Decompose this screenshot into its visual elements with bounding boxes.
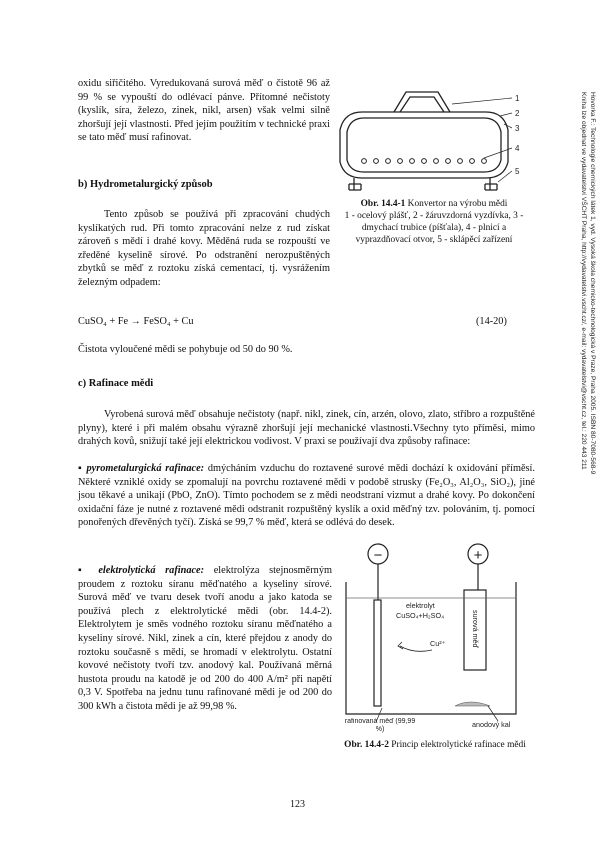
figure1-caption-legend: 1 - ocelový plášť, 2 - žáruvzdorná vyzdívka, 3 - dmychací trubice (píšťala), 4 - plnicí a vyprazdňovací otvor, 5 - sklápěcí zařízení <box>344 211 524 245</box>
electrolyte-formula: CuSO₄+H₂SO₄ <box>396 611 445 620</box>
side-note-line1: Hovorka F.: Technologie chemických látek 1, vyd. Vysoká škola chemicko-technologická v Praze, Praha 2005. ISBN 80-7080-568-9 <box>589 92 596 475</box>
figure2-caption <box>338 739 532 751</box>
anode-mud-heap <box>455 702 490 706</box>
figure2-caption-number: Obr. 14.4-2 <box>344 740 389 750</box>
section-b-heading: b) Hydrometalurgický způsob <box>78 179 213 190</box>
cathode-plate <box>374 600 381 706</box>
intro-paragraph: oxidu siřičitého. Vyredukovaná surová měď o čistotě 96 až 99 % se vypouští do odlévací pánve. Přítomné nečistoty (kyslík, síra, železo, zinek, nikl, arsen) však velmi silně zhoršují její vlastnosti. Před jejím použitím v technické praxi se tato měď musí rafinovat. <box>78 78 330 144</box>
bullet2-text: elektrolýza stejnosměrným proudem z roztoku síranu měďnatého a kyseliny sírové. Surová měď ve tvaru desek tvoří anodu a jako katoda se používá plech z elektrolytické mědi (obr. 14.4-2). Elektrolytem je směs vodného roztoku síranu měďnatého a kyseliny sírové. Nikl, zinek a cín, které přejdou z anody do roztoku současně s mědí, se hromadí v elektrolytu. Ostatní kovové nečistoty tvoří tzv. anodový kal. Používaná měrná hustota proudu na katodě je od 200 do 400 A/m² při napětí 0,3 V. Spotřeba na jednu tunu rafinované mědi je od 200 do 300 kWh a čistota mědi je až 99,98 %. <box>78 565 332 712</box>
anode-mud-label: anodový kal <box>472 720 511 729</box>
plus-sign: + <box>473 547 483 564</box>
fig1-label-4: 4 <box>515 144 520 153</box>
bullet-marker: ▪ <box>78 463 87 474</box>
bullet1-text: dmýcháním vzduchu do roztavené surové mědi dochází k oxidování příměsí. Některé vzniklé oxidy se zpomalují na povrchu roztavené mědi v podobě strusky (Fe₂O₃, Al₂O₃, SiO₂), jiné jsou těkavé a unikají (PbO, ZnO). Tímto pochodem se z mědi neodstraní vizmut a drahé kovy. Po dokončení oxidační fáze je nutné z roztavené mědi odstranit rozpuštěný kyslík a oxid měďný tzv. polováním, tj. pomocí ponořených dřevěných tyčí). Získá se 99,7 % měď, která se odlévá do desek. <box>78 463 535 529</box>
side-copyright-note <box>580 92 596 672</box>
figure1-caption <box>336 198 532 246</box>
electrolyte-label: elektrolyt <box>406 601 435 610</box>
section-b-paragraph: Tento způsob se používá při zpracování chudých kyslíkatých rud. Při tomto zpracování nelze z rud získat zároveň s mědí i drahé kovy. Měděná ruda se rozpouští ve zředěné kyselině sírové. Po odstranění nerozpuštěných zbytků se měď z roztoku získá cementací, tj. vysrážením železným odpadem: <box>78 209 330 288</box>
equation-number: (14-20) <box>476 316 507 327</box>
fig1-label-2: 2 <box>515 109 520 118</box>
fig1-label-3: 3 <box>515 124 520 133</box>
fig1-label-5: 5 <box>515 167 520 176</box>
section-c-paragraph: Vyrobená surová měď obsahuje nečistoty (např. nikl, zinek, cín, arzén, olovo, zlato, stříbro a rozpuštěné plyny), které i při malém obsahu výrazně zhoršují její mechanické vlastnosti.Všechny tyto příměsi, mimo drahých kovů, snižují také její elektrickou vodivost. V praxi se používají dva způsoby rafinace: <box>78 409 535 448</box>
bullet-pyrometallurgy <box>78 462 535 530</box>
converter-diagram <box>334 78 534 198</box>
section-c-heading: c) Rafinace mědi <box>78 378 154 389</box>
cathode-label: rafinovaná měď (99,99 %) <box>344 718 416 733</box>
electrolysis-diagram <box>340 538 530 738</box>
section-b-purity-note: Čistota vyloučené mědi se pohybuje od 50 do 90 %. <box>78 344 293 355</box>
figure2-caption-title: Princip elektrolytické rafinace mědi <box>388 740 526 750</box>
bullet2-lead: elektrolytická rafinace: <box>98 565 205 576</box>
fig1-label-1: 1 <box>515 94 520 103</box>
bullet1-lead: pyrometalurgická rafinace: <box>86 463 205 474</box>
bullet-marker: ▪ <box>78 565 99 576</box>
page-number: 123 <box>290 799 305 810</box>
copper-ion-label: Cu²⁺ <box>430 639 446 648</box>
side-note-line2: Kniha lze objednat ve vydavatelství VŠCHT Praha, http://vydavatelstvi.vscht.cz/, e-mail: vydavatelstvi@vscht.cz, tel.: 220 443 211 <box>580 92 588 470</box>
figure1-caption-title: Konvertor na výrobu mědi <box>405 199 508 209</box>
minus-sign: − <box>373 547 383 564</box>
equation-14-20: CuSO₄ + Fe → FeSO₄ + Cu <box>78 316 194 327</box>
anode-label: surová měď <box>471 610 480 648</box>
converter-shell <box>340 112 508 178</box>
bullet-electrolysis <box>78 564 332 714</box>
figure1-caption-number: Obr. 14.4-1 <box>360 199 406 209</box>
